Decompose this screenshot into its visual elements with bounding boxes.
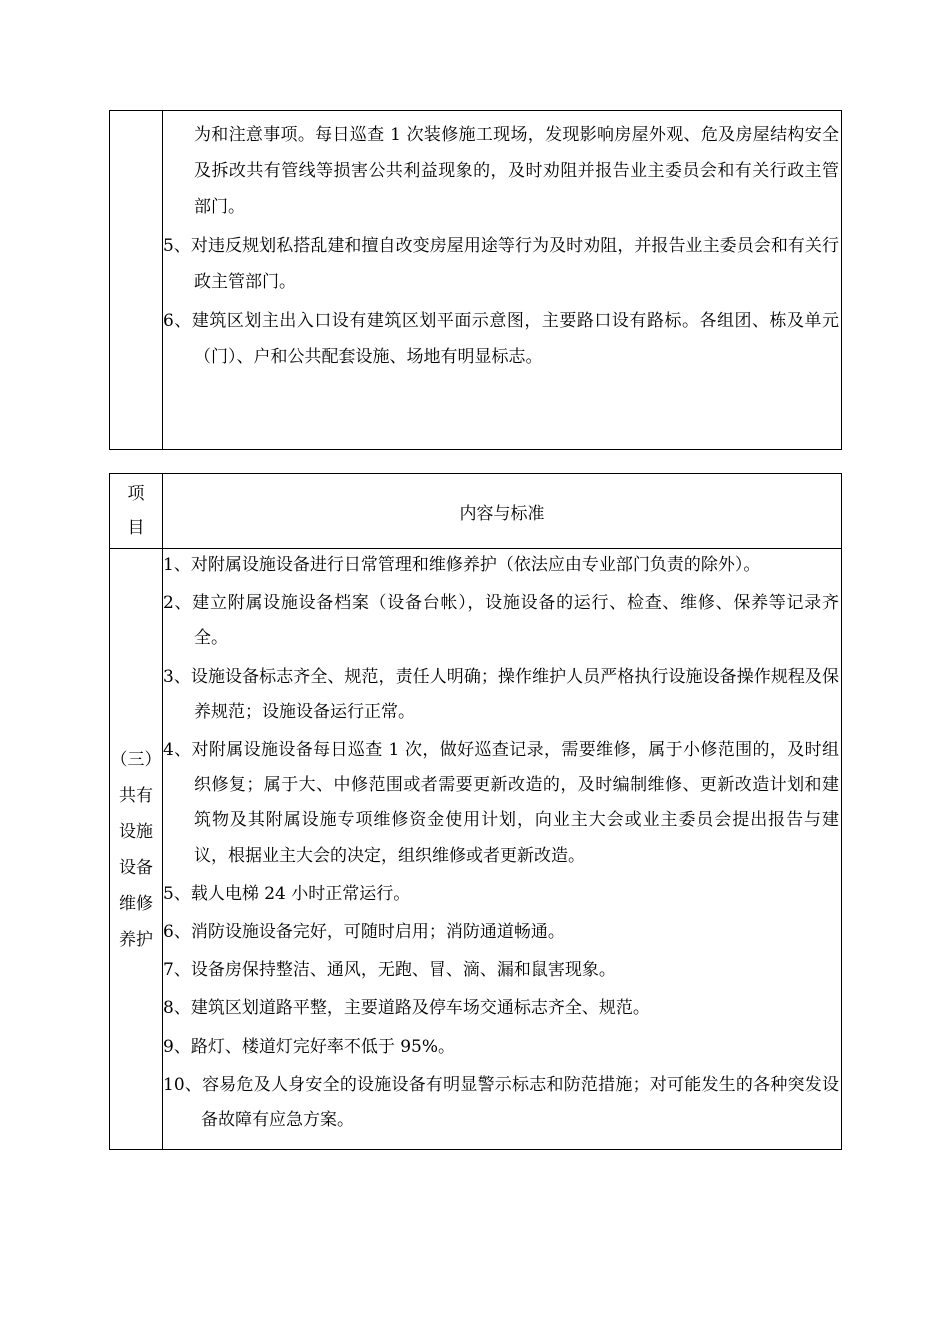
list-item: 9、路灯、楼道灯完好率不低于 95%。: [163, 1036, 456, 1057]
header-item-char-1: 项: [127, 484, 145, 504]
table-facilities: [109, 473, 842, 1150]
content-cell: [163, 548, 839, 1141]
category-line: 维修: [119, 894, 153, 914]
list-item: 5、对违反规划私搭乱建和擅自改变房屋用途等行为及时劝阻，并报告业主委员会和有关行政主管部门。: [163, 236, 839, 292]
list-item: 4、对附属设施设备每日巡查 1 次，做好巡查记录，需要维修，属于小修范围的，及时组织修复；属于大、中修范围或者需要更新改造的，及时编制维修、更新改造计划和建筑物及其附属设施专项维修资金使用计划，向业主大会或业主委员会提出报告与建议，根据业主大会的决定，组织维修或者更新改造。: [163, 740, 839, 866]
list-item: 5、载人电梯 24 小时正常运行。: [163, 883, 411, 904]
header-content-standard: 内容与标准: [459, 503, 545, 524]
category-line: （三）: [110, 750, 162, 770]
list-item: 8、建筑区划道路平整，主要道路及停车场交通标志齐全、规范。: [163, 998, 650, 1019]
list-item: 6、消防设施设备完好，可随时启用；消防通道畅通。: [163, 922, 565, 943]
header-item-column: [110, 474, 162, 548]
category-line: 设备: [119, 858, 153, 878]
content-cell: [163, 117, 839, 378]
list-item: 3、设施设备标志齐全、规范，责任人明确；操作维护人员严格执行设施设备操作规程及保养规范；设施设备运行正常。: [163, 666, 839, 722]
list-item: 10、容易危及人身安全的设施设备有明显警示标志和防范措施；对可能发生的各种突发设备故障有应急方案。: [163, 1074, 839, 1131]
list-item: 2、建立附属设施设备档案（设备台帐），设施设备的运行、检查、维修、保养等记录齐全。: [163, 593, 839, 649]
list-item: 6、建筑区划主出入口设有建筑区划平面示意图，主要路口设有路标。各组团、栋及单元（门）、户和公共配套设施、场地有明显标志。: [163, 311, 839, 367]
list-item: 为和注意事项。每日巡查 1 次装修施工现场，发现影响房屋外观、危及房屋结构安全及拆改共有管线等损害公共利益现象的，及时劝阻并报告业主委员会和有关行政主管部门。: [194, 125, 839, 217]
list-item: 1、对附属设施设备进行日常管理和维修养护（依法应由专业部门负责的除外）。: [163, 555, 761, 575]
list-item: 7、设备房保持整洁、通风，无跑、冒、滴、漏和鼠害现象。: [163, 960, 616, 981]
category-line: 设施: [119, 822, 153, 842]
category-line: 养护: [119, 930, 153, 950]
header-item-char-2: 目: [127, 518, 145, 538]
category-label: [110, 742, 162, 958]
category-line: 共有: [119, 786, 153, 806]
table-continued: [109, 110, 842, 450]
